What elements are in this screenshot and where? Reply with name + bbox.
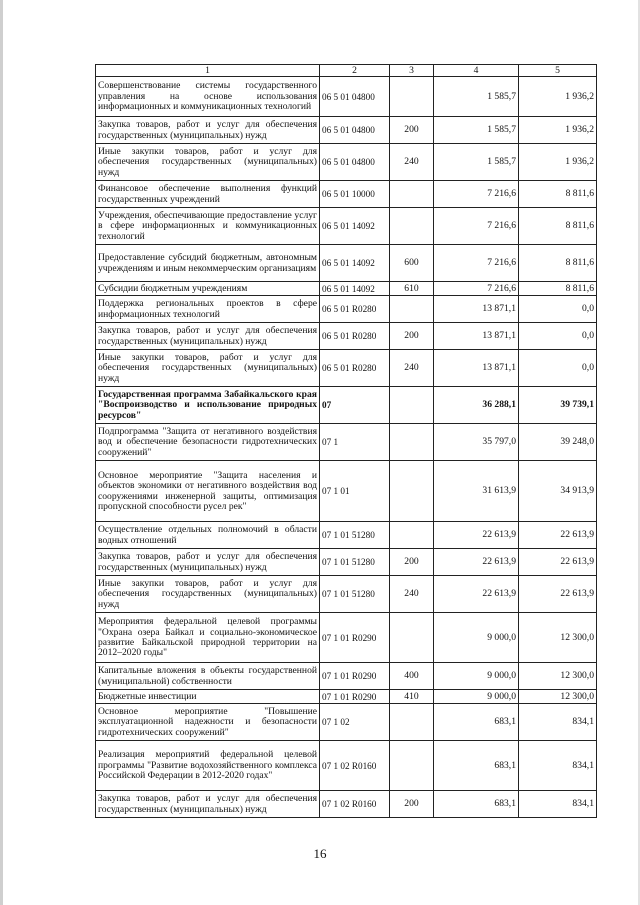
- table-row: [96, 77, 597, 117]
- row-name-cell: Мероприятия федеральной целевой программы "Охрана озера Байкал и социально-экономическое развитие Байкальской природной территории на 2012–2020 годы": [96, 613, 320, 663]
- row-amount-2-cell: 0,0: [519, 350, 597, 387]
- row-expense-type-cell: 240: [390, 144, 434, 181]
- row-name-cell: Основное мероприятие "Повышение эксплуатационной надежности и безопасности гидротехнических сооружений": [96, 704, 320, 741]
- row-code-cell: 06 5 01 14092: [320, 208, 390, 245]
- row-code-cell: 06 5 01 R0280: [320, 350, 390, 387]
- row-amount-2-cell: 8 811,6: [519, 245, 597, 282]
- row-name-cell: Закупка товаров, работ и услуг для обеспечения государственных (муниципальных) нужд: [96, 791, 320, 818]
- row-amount-2-cell: 22 613,9: [519, 522, 597, 549]
- table-row: [96, 613, 597, 663]
- row-expense-type-cell: [390, 613, 434, 663]
- row-code-cell: 06 5 01 R0280: [320, 323, 390, 350]
- row-amount-2-cell: 12 300,0: [519, 690, 597, 704]
- row-expense-type-cell: 600: [390, 245, 434, 282]
- row-amount-1-cell: 7 216,6: [434, 245, 519, 282]
- table-row: [96, 245, 597, 282]
- row-amount-1-cell: 22 613,9: [434, 522, 519, 549]
- row-amount-2-cell: 8 811,6: [519, 282, 597, 296]
- row-amount-2-cell: 834,1: [519, 704, 597, 741]
- row-amount-1-cell: 9 000,0: [434, 690, 519, 704]
- row-code-cell: 06 5 01 14092: [320, 245, 390, 282]
- row-amount-1-cell: 7 216,6: [434, 208, 519, 245]
- row-amount-1-cell: 13 871,1: [434, 296, 519, 323]
- table-row: [96, 549, 597, 576]
- row-amount-2-cell: 39 248,0: [519, 424, 597, 461]
- row-code-cell: 07 1 02 R0160: [320, 741, 390, 791]
- row-amount-2-cell: 1 936,2: [519, 117, 597, 144]
- table-row: [96, 208, 597, 245]
- table-row: [96, 387, 597, 424]
- row-amount-1-cell: 13 871,1: [434, 323, 519, 350]
- table-row: [96, 522, 597, 549]
- row-amount-1-cell: 7 216,6: [434, 282, 519, 296]
- table-row: [96, 350, 597, 387]
- row-amount-1-cell: 1 585,7: [434, 77, 519, 117]
- table-row: [96, 704, 597, 741]
- table-row: [96, 461, 597, 522]
- row-amount-2-cell: 39 739,1: [519, 387, 597, 424]
- row-expense-type-cell: [390, 77, 434, 117]
- table-row: [96, 663, 597, 690]
- row-expense-type-cell: [390, 704, 434, 741]
- row-name-cell: Реализация мероприятий федеральной целевой программы "Развитие водохозяйственного комплекса Российской Федерации в 2012-2020 годах": [96, 741, 320, 791]
- row-amount-1-cell: 1 585,7: [434, 144, 519, 181]
- table-row: [96, 144, 597, 181]
- row-code-cell: 06 5 01 14092: [320, 282, 390, 296]
- row-code-cell: 06 5 01 04800: [320, 144, 390, 181]
- row-amount-1-cell: 683,1: [434, 704, 519, 741]
- row-name-cell: Подпрограмма "Защита от негативного воздействия вод и обеспечение безопасности гидротехнических сооружений": [96, 424, 320, 461]
- table-row: [96, 282, 597, 296]
- page-number: 16: [313, 846, 327, 861]
- row-code-cell: 07 1 01 51280: [320, 576, 390, 613]
- row-amount-2-cell: 12 300,0: [519, 663, 597, 690]
- row-name-cell: Закупка товаров, работ и услуг для обеспечения государственных (муниципальных) нужд: [96, 117, 320, 144]
- row-amount-1-cell: 683,1: [434, 791, 519, 818]
- row-name-cell: Иные закупки товаров, работ и услуг для обеспечения государственных (муниципальных) нужд: [96, 144, 320, 181]
- row-amount-1-cell: 36 288,1: [434, 387, 519, 424]
- column-header-code: 2: [320, 65, 390, 77]
- row-amount-1-cell: 9 000,0: [434, 613, 519, 663]
- row-name-cell: Основное мероприятие "Защита населения и объектов экономики от негативного воздействия вод сооружениями инженерной защиты, оптимизация пропускной способности русел рек": [96, 461, 320, 522]
- row-expense-type-cell: [390, 181, 434, 208]
- column-header-amount-1: 4: [434, 65, 519, 77]
- row-expense-type-cell: [390, 741, 434, 791]
- row-expense-type-cell: [390, 387, 434, 424]
- row-name-cell: Государственная программа Забайкальского края "Воспроизводство и использование природных ресурсов": [96, 387, 320, 424]
- row-amount-2-cell: 22 613,9: [519, 549, 597, 576]
- table-row: [96, 117, 597, 144]
- row-name-cell: Осуществление отдельных полномочий в области водных отношений: [96, 522, 320, 549]
- row-amount-2-cell: 834,1: [519, 741, 597, 791]
- row-expense-type-cell: 240: [390, 350, 434, 387]
- row-code-cell: 07: [320, 387, 390, 424]
- row-amount-2-cell: 8 811,6: [519, 208, 597, 245]
- row-code-cell: 06 5 01 10000: [320, 181, 390, 208]
- row-amount-1-cell: 22 613,9: [434, 576, 519, 613]
- row-code-cell: 07 1 01 51280: [320, 549, 390, 576]
- row-amount-2-cell: 34 913,9: [519, 461, 597, 522]
- row-expense-type-cell: [390, 296, 434, 323]
- row-expense-type-cell: 610: [390, 282, 434, 296]
- row-name-cell: Предоставление субсидий бюджетным, автономным учреждениям и иным некоммерческим организациям: [96, 245, 320, 282]
- row-amount-1-cell: 9 000,0: [434, 663, 519, 690]
- row-name-cell: Финансовое обеспечение выполнения функций государственных учреждений: [96, 181, 320, 208]
- row-name-cell: Иные закупки товаров, работ и услуг для обеспечения государственных (муниципальных) нужд: [96, 350, 320, 387]
- row-name-cell: Капитальные вложения в объекты государственной (муниципальной) собственности: [96, 663, 320, 690]
- row-amount-1-cell: 683,1: [434, 741, 519, 791]
- row-code-cell: 07 1 01 R0290: [320, 663, 390, 690]
- row-amount-1-cell: 1 585,7: [434, 117, 519, 144]
- row-name-cell: Субсидии бюджетным учреждениям: [96, 282, 320, 296]
- row-name-cell: Совершенствование системы государственного управления на основе использования информационных и коммуникационных технологий: [96, 77, 320, 117]
- table-row: [96, 323, 597, 350]
- row-code-cell: 07 1 01 51280: [320, 522, 390, 549]
- row-amount-2-cell: 0,0: [519, 296, 597, 323]
- row-name-cell: Иные закупки товаров, работ и услуг для обеспечения государственных (муниципальных) нужд: [96, 576, 320, 613]
- table-row: [96, 181, 597, 208]
- row-amount-2-cell: 1 936,2: [519, 77, 597, 117]
- table-row: [96, 296, 597, 323]
- budget-table-body: [96, 77, 597, 818]
- row-amount-2-cell: 1 936,2: [519, 144, 597, 181]
- row-expense-type-cell: [390, 208, 434, 245]
- row-code-cell: 06 5 01 04800: [320, 77, 390, 117]
- row-expense-type-cell: [390, 522, 434, 549]
- row-expense-type-cell: 410: [390, 690, 434, 704]
- budget-table: [95, 64, 597, 818]
- row-name-cell: Поддержка региональных проектов в сфере информационных технологий: [96, 296, 320, 323]
- row-code-cell: 07 1 02: [320, 704, 390, 741]
- column-header-name: 1: [96, 65, 320, 77]
- row-expense-type-cell: [390, 424, 434, 461]
- row-expense-type-cell: [390, 461, 434, 522]
- row-code-cell: 07 1 01 R0290: [320, 690, 390, 704]
- row-amount-1-cell: 13 871,1: [434, 350, 519, 387]
- table-row: [96, 791, 597, 818]
- row-code-cell: 07 1: [320, 424, 390, 461]
- row-expense-type-cell: 240: [390, 576, 434, 613]
- row-code-cell: 07 1 01: [320, 461, 390, 522]
- row-amount-2-cell: 8 811,6: [519, 181, 597, 208]
- row-amount-1-cell: 22 613,9: [434, 549, 519, 576]
- row-name-cell: Закупка товаров, работ и услуг для обеспечения государственных (муниципальных) нужд: [96, 323, 320, 350]
- row-expense-type-cell: 200: [390, 791, 434, 818]
- row-expense-type-cell: 200: [390, 117, 434, 144]
- table-header-row: [96, 65, 597, 77]
- row-code-cell: 07 1 02 R0160: [320, 791, 390, 818]
- table-row: [96, 690, 597, 704]
- row-amount-2-cell: 22 613,9: [519, 576, 597, 613]
- page-scan-edge-left: [0, 0, 3, 905]
- row-code-cell: 06 5 01 04800: [320, 117, 390, 144]
- row-name-cell: Учреждения, обеспечивающие предоставление услуг в сфере информационных и коммуникационных технологий: [96, 208, 320, 245]
- column-header-expense-type: 3: [390, 65, 434, 77]
- row-code-cell: 07 1 01 R0290: [320, 613, 390, 663]
- table-row: [96, 741, 597, 791]
- row-expense-type-cell: 200: [390, 549, 434, 576]
- row-amount-1-cell: 35 797,0: [434, 424, 519, 461]
- row-name-cell: Закупка товаров, работ и услуг для обеспечения государственных (муниципальных) нужд: [96, 549, 320, 576]
- row-amount-1-cell: 31 613,9: [434, 461, 519, 522]
- row-amount-2-cell: 834,1: [519, 791, 597, 818]
- row-code-cell: 06 5 01 R0280: [320, 296, 390, 323]
- table-row: [96, 424, 597, 461]
- row-name-cell: Бюджетные инвестиции: [96, 690, 320, 704]
- row-amount-1-cell: 7 216,6: [434, 181, 519, 208]
- table-row: [96, 576, 597, 613]
- row-amount-2-cell: 0,0: [519, 323, 597, 350]
- row-expense-type-cell: 200: [390, 323, 434, 350]
- row-amount-2-cell: 12 300,0: [519, 613, 597, 663]
- column-header-amount-2: 5: [519, 65, 597, 77]
- row-expense-type-cell: 400: [390, 663, 434, 690]
